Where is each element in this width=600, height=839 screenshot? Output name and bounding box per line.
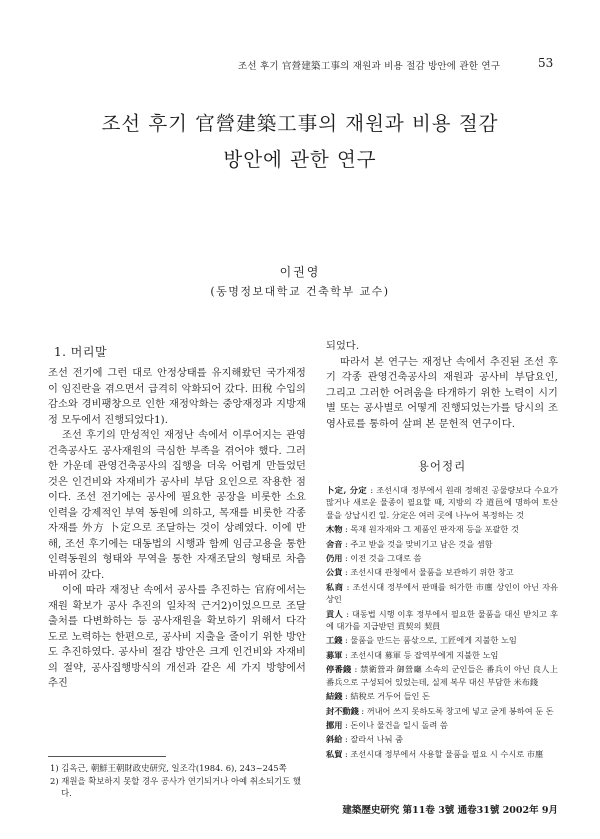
glossary-item bbox=[326, 733, 558, 745]
footnote: 1) 김옥근, 朝鮮王朝財政史研究, 일조각(1984. 6), 243~245쪽 bbox=[50, 763, 287, 773]
glossary-item bbox=[326, 552, 558, 564]
glossary-item bbox=[326, 719, 558, 731]
glossary-item bbox=[326, 608, 558, 633]
glossary-term: 挪用 bbox=[326, 719, 343, 730]
glossary-term: 仍用 bbox=[326, 553, 343, 564]
glossary-term: 私貿 bbox=[326, 748, 343, 759]
body-paragraph-continued: 되었다. bbox=[326, 341, 360, 352]
section-heading: 1. 머리말 bbox=[54, 345, 108, 359]
glossary-definition: : 조선시대 관청에서 물품을 보관하기 위한 창고 bbox=[345, 567, 514, 578]
glossary-term: 工錢 bbox=[326, 635, 343, 646]
glossary-definition: : 조선시대 정부에서 사용할 물품을 필요 시 수시로 市廛 bbox=[345, 748, 544, 759]
glossary-item bbox=[326, 705, 558, 717]
glossary-item bbox=[326, 581, 558, 606]
glossary-term: 木物 bbox=[326, 524, 343, 535]
glossary-definition: : 조선시대 정부에서 판매를 허가한 市廛 상인이 아닌 자유 상인 bbox=[326, 581, 558, 605]
glossary-item bbox=[326, 484, 558, 521]
body-paragraph: 조선 전기에 그런 대로 안정상태를 유지해왔던 국가재정이 임진란을 겪으면서 급격히 악화되어 갔다. 田稅 수입의 감소와 경비팽창으로 인한 재정악화는 중앙재정과 지방재정 모두에서 진행되었다1). bbox=[48, 368, 306, 426]
glossary-item bbox=[326, 523, 558, 535]
glossary-definition: : 잘라서 나눠 줌 bbox=[345, 734, 404, 745]
glossary-term: 封不動錢 bbox=[326, 705, 359, 716]
author-affiliation: (동명정보대학교 건축학부 교수) bbox=[210, 285, 390, 298]
body-paragraph: 이에 따라 재정난 속에서 공사를 추진하는 官府에서는 재원 확보가 공사 추진의 일차적 근거2)이었으므로 조달출처를 다변화하는 등 공사재원을 확보하기 위해서 다각도로 노력하는 한편으로, 공사비 지출을 줄이기 위한 방안도 추진하였다. 공사비 절감 방안은 크게 인건비와 자재비의 절약, 공사집행방식의 개선과 같은 세 가지 방향에서 추진 bbox=[48, 585, 306, 689]
glossary-definition: : 주고 받을 것을 맞비기고 남은 것을 셈함 bbox=[345, 538, 493, 549]
body-paragraph: 조선 후기의 만성적인 재정난 속에서 이루어지는 관영건축공사도 공사재원의 극심한 부족을 겪어야 했다. 그러한 가운데 관영건축공사의 집행을 더욱 어렵게 만들었던 것은 인건비와 자재비가 공사비 부담 요인으로 작용한 점이다. 조선 전기에는 공사에 필요한 공장을 비롯한 소요 인력을 강제적인 부역 동원에 의하고, 목재를 비롯한 각종 자재를 外方 卜定으로 조달하는 것이 상례였다. 이에 반해, 조선 후기에는 대동법의 시행과 함께 임금고용을 통한 인력동원의 형태와 무역을 통한 자재조달의 형태로 차츰 바뀌어 갔다. bbox=[48, 430, 306, 581]
glossary-item bbox=[326, 690, 558, 702]
glossary-definition: : 물품을 만드는 품삯으로, 工匠에게 지불한 노임 bbox=[345, 635, 517, 646]
glossary-term: 公貨 bbox=[326, 567, 343, 578]
glossary-definition: : 대동법 시행 이후 정부에서 필요한 물품을 대신 받치고 후에 대가를 지급받던 貢契의 契員 bbox=[326, 608, 558, 632]
glossary-item bbox=[326, 663, 558, 688]
left-column bbox=[48, 343, 306, 692]
glossary-item bbox=[326, 748, 558, 760]
glossary-term: 募軍 bbox=[326, 649, 343, 660]
glossary-term: 停番錢 bbox=[326, 664, 352, 675]
glossary-item bbox=[326, 634, 558, 646]
glossary-definition: : 꺼내어 쓰지 못하도록 창고에 넣고 굳게 봉하여 둔 돈 bbox=[361, 705, 554, 716]
glossary-definition: : 조선시대 정부에서 원래 정해진 공물량보다 수요가 많거나 새로운 물종이 필요할 때, 지방의 각 道邑에 명하여 토산물을 상납시킨 일. 分定은 여러 곳에 나누어 복정하는 것 bbox=[326, 485, 559, 520]
journal-footer: 建築歷史研究 第11卷 3號 通卷31號 2002年 9月 bbox=[342, 805, 558, 816]
glossary-term: 貢人 bbox=[326, 608, 344, 619]
author-name: 이권영 bbox=[279, 265, 321, 279]
glossary-term: 舍音 bbox=[326, 538, 343, 549]
glossary-item bbox=[326, 538, 558, 550]
glossary-definition: : 禁衛營과 御營廳 소속의 군인들은 番兵이 아닌 良人上番兵으로 구성되어 있었는데, 실제 복무 대신 부담한 米布錢 bbox=[326, 664, 558, 687]
glossary-item bbox=[326, 649, 558, 661]
glossary-definition: : 목재 원자재와 그 제품인 판자재 등을 포괄한 것 bbox=[345, 524, 519, 535]
footnote: 2) 재원을 확보하지 못할 경우 공사가 연기되거나 아예 취소되기도 했다. bbox=[50, 775, 301, 798]
running-header: 조선 후기 官營建築工事의 재원과 비용 절감 방안에 관한 연구 bbox=[238, 61, 501, 72]
glossary-item bbox=[326, 566, 558, 578]
footnotes bbox=[50, 762, 308, 800]
right-column bbox=[326, 339, 558, 762]
page-number: 53 bbox=[538, 56, 554, 70]
paper-title-line-1: 조선 후기 官營建築工事의 재원과 비용 절감 bbox=[101, 112, 499, 135]
body-paragraph: 따라서 본 연구는 재정난 속에서 추진된 조선 후기 각종 관영건축공사의 재원과 공사비 부담요인, 그리고 그러한 어려움을 타개하기 위한 노력이 시기별 또는 공사별로 어떻게 진행되었는가를 당시의 조영사료를 통하여 살펴 본 문헌적 연구이다. bbox=[326, 356, 558, 430]
footnote-rule bbox=[48, 756, 166, 757]
glossary-term: 私商 bbox=[326, 581, 344, 592]
glossary-list bbox=[326, 484, 558, 760]
glossary-term: 結錢 bbox=[326, 691, 343, 702]
paper-title-line-2: 방안에 관한 연구 bbox=[223, 148, 377, 171]
glossary-definition: : 돈이나 물건을 일시 돌려 씀 bbox=[345, 719, 448, 730]
glossary-term: 斜給 bbox=[326, 734, 343, 745]
glossary-term: 卜定, 分定 bbox=[326, 485, 368, 495]
glossary-definition: : 結稅로 거두어 들인 돈 bbox=[345, 691, 430, 702]
glossary-definition: : 이전 것을 그대로 씀 bbox=[345, 553, 422, 564]
glossary-heading: 용어정리 bbox=[417, 459, 467, 473]
glossary-definition: : 조선시대 募軍 등 잡역부에게 지불한 노임 bbox=[345, 649, 499, 660]
